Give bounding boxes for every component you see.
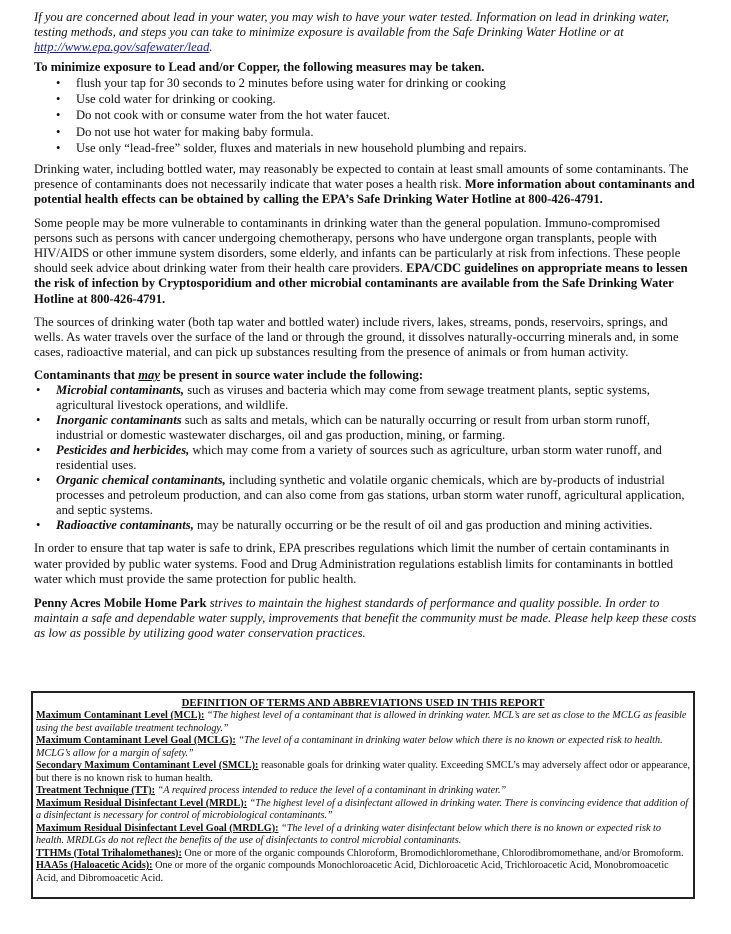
sources-paragraph: The sources of drinking water (both tap water and bottled water) include rivers, lakes, streams, ponds, reservoirs, springs, and wells. As water travels over the surface of the land or through the ground, it dissolves naturally-occurring minerals and, in some cases, radioactive material, and can pick up substances resulting from the presence of animals or from human activity. bbox=[34, 314, 679, 360]
list-item bbox=[34, 413, 698, 443]
contaminants-list bbox=[34, 383, 698, 533]
bullet-icon: • bbox=[36, 383, 41, 398]
list-item-text: Do not use hot water for making baby formula. bbox=[76, 124, 314, 139]
park-name: Penny Acres Mobile Home Park bbox=[34, 596, 207, 611]
contaminant-desc: which may come from a variety of sources such as agriculture, urban storm water runoff, and residential uses. bbox=[56, 443, 662, 473]
list-item-text: flush your tap for 30 seconds to 2 minutes before using water for drinking or cooking bbox=[76, 76, 506, 90]
bullet-icon: • bbox=[36, 518, 41, 533]
list-item bbox=[34, 75, 698, 91]
epa-cdc-note: EPA/CDC guidelines on appropriate means to lessen the risk of infection by Cryptosporidium and other microbial contaminants are available from the Safe Drinking Water Hotline at 800-426-4791. bbox=[34, 261, 688, 306]
hotline-note: More information about contaminants and potential health effects can be obtained by calling the EPA’s Safe Drinking Water Hotline at 800-426-4791. bbox=[34, 177, 695, 207]
list-item bbox=[34, 140, 698, 156]
list-item-text: Do not cook with or consume water from the hot water faucet. bbox=[76, 108, 391, 123]
vulnerable-paragraph bbox=[34, 216, 698, 307]
contaminant-term: Inorganic contaminants bbox=[56, 413, 182, 428]
vulnerable-text: Some people may be more vulnerable to contaminants in drinking water than the general population. Immuno-compromised persons such as persons with cancer undergoing chemotherapy, persons who have undergone organ transplants, people with HIV/AIDS or other immune system disorders, some elderly, and infants can be particularly at risk from infections. These people should seek advice about drinking water from their health care providers. bbox=[34, 215, 681, 276]
contaminant-desc: may be naturally occurring or be the result of oil and gas production and mining activities. bbox=[193, 518, 653, 533]
lead-measures-heading: To minimize exposure to Lead and/or Copper, the following measures may be taken. bbox=[34, 60, 485, 74]
bullet-icon: • bbox=[56, 76, 61, 90]
definition-term: TTHMs (Total Trihalomethanes): bbox=[36, 847, 182, 859]
contaminant-desc: such as viruses and bacteria which may come from sewage treatment plants, septic systems, agricultural livestock operations, and wildlife. bbox=[56, 383, 650, 413]
definition-text: “A required process intended to reduce the level of a contaminant in drinking water.” bbox=[155, 785, 507, 796]
list-item bbox=[34, 443, 698, 473]
definition-item bbox=[36, 860, 690, 885]
contaminant-term: Radioactive contaminants, bbox=[56, 518, 194, 533]
list-item bbox=[34, 124, 698, 140]
definition-term: Maximum Residual Disinfectant Level (MRDL): bbox=[36, 797, 248, 809]
contaminant-term: Organic chemical contaminants, bbox=[56, 473, 226, 488]
definition-item bbox=[36, 798, 690, 823]
bullet-icon: • bbox=[36, 473, 41, 488]
definition-item bbox=[36, 785, 690, 798]
penny-acres-paragraph bbox=[34, 596, 698, 642]
regulations-paragraph: In order to ensure that tap water is safe to drink, EPA prescribes regulations which limit the number of certain contaminants in water provided by public water systems. Food and Drug Administration regulations establish limits for contaminants in bottled water which must provide the same protection for public health. bbox=[34, 541, 674, 586]
definition-text: One or more of the organic compounds Monochloroacetic Acid, Dichloroacetic Acid, Trichloroacetic Acid, Monobromoacetic Acid, and Dibromoacetic Acid. bbox=[36, 860, 669, 884]
bullet-icon: • bbox=[56, 140, 61, 155]
bullet-icon: • bbox=[56, 92, 61, 107]
list-item-text: Use only “lead-free” solder, fluxes and materials in new household plumbing and repairs. bbox=[76, 140, 527, 155]
bullet-icon: • bbox=[56, 124, 61, 139]
bullet-icon: • bbox=[36, 413, 41, 428]
lead-testing-intro bbox=[34, 10, 698, 55]
intro-text: If you are concerned about lead in your water, you may wish to have your water tested. Information on lead in drinking water, testing methods, and steps you can take to minimize exposure is available from the Safe Drinking Water Hotline or at bbox=[34, 10, 670, 39]
definition-term: Maximum Contaminant Level (MCL): bbox=[36, 710, 205, 721]
epa-lead-link[interactable]: http://www.epa.gov/safewater/lead bbox=[34, 40, 210, 54]
definition-text: “The highest level of a disinfectant allowed in drinking water. There is convincing evidence that addition of a disinfectant is necessary for control of microbiological contaminants.” bbox=[36, 797, 689, 821]
definition-term: Treatment Technique (TT): bbox=[36, 785, 156, 796]
definition-term: Maximum Residual Disinfectant Level Goal (MRDLG): bbox=[36, 822, 279, 834]
definitions-title: DEFINITION OF TERMS AND ABBREVIATIONS USED IN THIS REPORT bbox=[181, 697, 545, 709]
list-item bbox=[34, 91, 698, 107]
definition-item bbox=[36, 760, 690, 785]
list-item bbox=[34, 383, 698, 413]
definition-term: Secondary Maximum Contaminant Level (SMCL): bbox=[36, 760, 259, 771]
definition-text: One or more of the organic compounds Chloroform, Bromodichloromethane, Chlorodibromomethane, and/or Bromoform. bbox=[181, 847, 684, 859]
bottled-water-paragraph bbox=[34, 162, 698, 208]
contaminant-term: Pesticides and herbicides, bbox=[56, 443, 190, 458]
heading-part: Contaminants that bbox=[34, 368, 139, 383]
definition-text: “The level of a drinking water disinfectant below which there is no known or expected risk to health. MRDLGs do not reflect the benefits of the use of disinfectants to control microbial contaminants. bbox=[36, 822, 661, 846]
contaminant-desc: including synthetic and volatile organic chemicals, which are by-products of industrial processes and petroleum production, and can also come from gas stations, urban storm water runoff, agricultural application, and septic systems. bbox=[56, 473, 685, 518]
definition-term: HAA5s (Haloacetic Acids): bbox=[36, 860, 153, 871]
contaminant-term: Microbial contaminants, bbox=[56, 383, 185, 398]
intro-period: . bbox=[209, 40, 213, 54]
definition-text: “The highest level of a contaminant that is allowed in drinking water. MCL’s are set as close to the MCLG as feasible using the best available treatment technology.” bbox=[36, 710, 687, 734]
definition-item bbox=[36, 823, 690, 848]
definition-term: Maximum Contaminant Level Goal (MCLG): bbox=[36, 735, 236, 746]
penny-text: strives to maintain the highest standards of performance and quality possible. In order to maintain a safe and dependable water supply, improvements that benefit the community must be made. Please help keep these costs as low as possible by utilizing good water conservation practices. bbox=[34, 596, 697, 641]
bottled-text: Drinking water, including bottled water, may reasonably be expected to contain at least small amounts of some contaminants. The presence of contaminants does not necessarily indicate that water poses a health risk. bbox=[34, 162, 689, 192]
list-item bbox=[34, 473, 698, 518]
definition-item bbox=[36, 848, 690, 861]
lead-measures-list bbox=[34, 75, 698, 156]
list-item bbox=[34, 107, 698, 123]
definition-item bbox=[36, 710, 690, 735]
definition-text: “The level of a contaminant in drinking water below which there is no known or expected risk to health. MCLG’s allow for a margin of safety.” bbox=[36, 735, 663, 759]
bullet-icon: • bbox=[56, 108, 61, 123]
contaminants-heading bbox=[34, 368, 698, 383]
document-page bbox=[34, 10, 698, 642]
heading-part: be present in source water include the following: bbox=[159, 368, 424, 383]
list-item-text: Use cold water for drinking or cooking. bbox=[76, 92, 276, 107]
definition-text: reasonable goals for drinking water quality. Exceeding SMCL’s may adversely affect odor or appearance, but there is no known risk to human health. bbox=[36, 760, 691, 784]
heading-may: may bbox=[138, 368, 160, 383]
definitions-box bbox=[31, 691, 695, 899]
bullet-icon: • bbox=[36, 443, 41, 458]
definition-item bbox=[36, 735, 690, 760]
list-item bbox=[34, 518, 698, 533]
contaminant-desc: such as salts and metals, which can be naturally occurring or result from urban storm runoff, industrial or domestic wastewater discharges, oil and gas production, mining, or farming. bbox=[56, 413, 651, 443]
